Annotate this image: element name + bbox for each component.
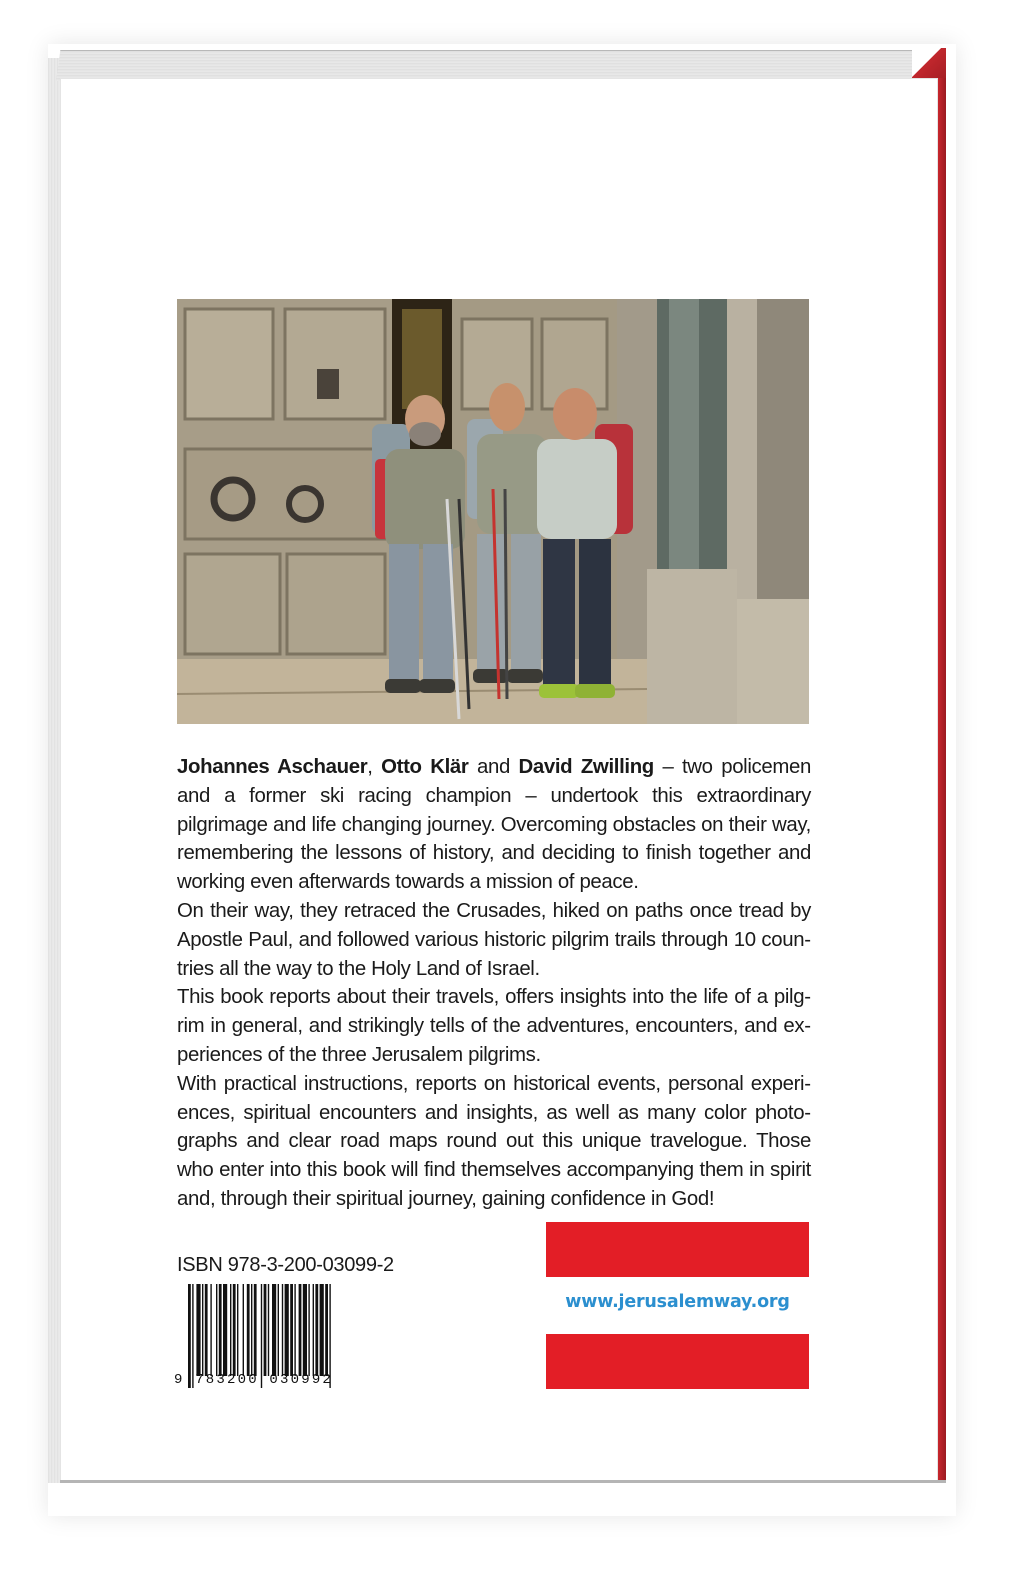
isbn-label: ISBN 978-3-200-03099-2 [177,1254,394,1276]
barcode-bar [216,1284,217,1376]
barcode-bar [285,1284,289,1376]
author-separator: , [367,756,382,778]
barcode-bar [196,1284,200,1376]
author-name-3: David Zwilling [518,756,654,778]
spine-edge [938,78,946,1482]
page-edges-left [48,58,60,1483]
description-paragraph-2: On their way, they retraced the Crusades, hiked on paths once tread by Apostle Paul, and followed various historic pilgrim trails through 10 countries all the way to the Holy Land of Israel. [177,899,811,980]
barcode-bar [299,1284,302,1376]
barcode-digits: 9 783200 030992 [174,1372,334,1388]
barcode-bar [210,1284,211,1376]
red-stripe-bottom [546,1334,809,1389]
barcode-bar [325,1284,328,1376]
barcode-bar [313,1284,314,1376]
page-edges-top [56,50,940,81]
red-stripe-top [546,1222,809,1277]
description-paragraph-3: This book reports about their travels, offers insights into the life of a pilgrim in general, and strikingly tells of the adventures, encounters, and experiences of the three Jerusalem pilgrims. [177,986,811,1066]
barcode-bar [264,1284,267,1376]
barcode-bar [315,1284,318,1376]
barcode-bar [278,1284,279,1376]
book-description [177,753,811,1214]
barcode-bar [251,1284,252,1376]
author-name-2: Otto Klär [381,756,469,778]
barcode-bar [205,1284,208,1376]
barcode-bar [303,1284,307,1376]
barcode-bar [202,1284,203,1376]
website-link[interactable]: www.jerusalemway.org [565,1292,790,1312]
description-paragraph-1 [177,753,811,897]
barcode-bar [308,1284,309,1376]
barcode-bar [294,1284,295,1376]
barcode-bar [247,1284,250,1376]
spine-corner [912,48,946,78]
barcode-bar [219,1284,222,1376]
barcode-bar [254,1284,257,1376]
author-separator: and [468,756,519,778]
cover-bottom-edge [60,1480,946,1483]
description-paragraph-1-text: – two policemen and a former ski racing champion – undertook this extraordinary pilgrimage and life changing journey. Overcoming obstacles on their way, remembering the lessons of history, and deciding to finish together and working even afterwards towards a mission of peace. [177,756,811,894]
barcode-bar [290,1284,293,1376]
barcode-bar [233,1284,236,1376]
barcode-bar [243,1284,244,1376]
barcode-bar [268,1284,269,1376]
barcode-bar [237,1284,238,1376]
barcode-bar [230,1284,231,1376]
barcode-bar [272,1284,276,1376]
author-name-1: Johannes Aschauer [177,756,368,778]
pilgrims-photo [177,299,809,724]
barcode-bar [223,1284,227,1376]
pilgrims-photo-illustration [177,299,809,724]
description-paragraph-4: With practical instructions, reports on historical events, personal experiences, spiritual encounters and insights, as well as many color photographs and clear road maps round out this unique travelogue. Those who enter into this book will find themselves accompanying them in spirit and, through their spiritual journey, gaining confidence in God! [177,1072,811,1210]
barcode-bar [320,1284,324,1376]
barcode-bar [282,1284,283,1376]
